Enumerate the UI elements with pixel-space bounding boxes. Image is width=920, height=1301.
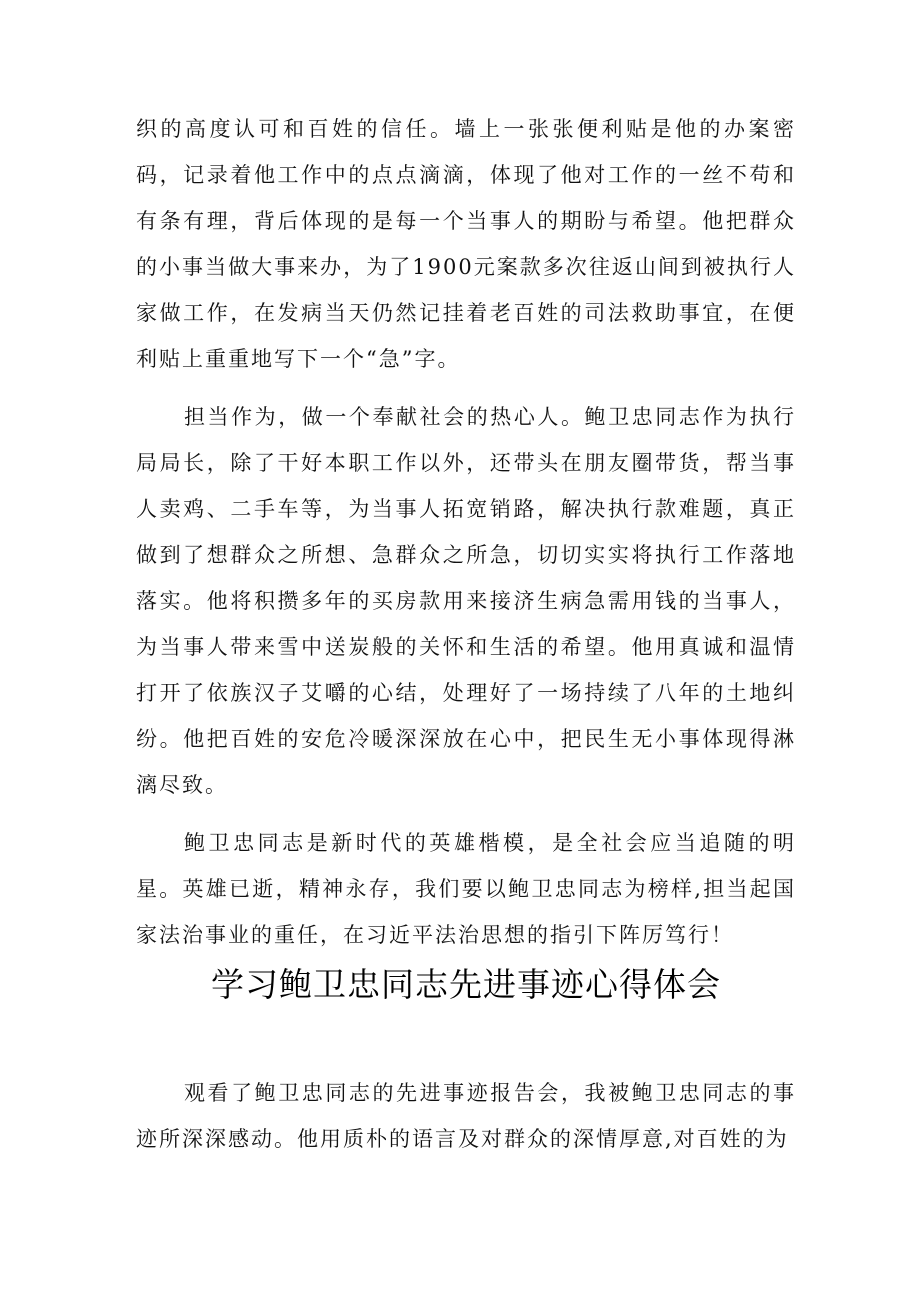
paragraph-dedication: 担当作为，做一个奉献社会的热心人。鲍卫忠同志作为执行局局长，除了干好本职工作以外，还带头在朋友圈带货，帮当事人卖鸡、二手车等，为当事人拓宽销路，解决执行款难题，真正做到了想群众之所想、急群众之所急，切切实实将执行工作落地落实。他将积攒多年的买房款用来接济生病急需用钱的当事人，为当事人带来雪中送炭般的关怀和生活的希望。他用真诚和温情打开了依族汉子艾嚼的心结，处理好了一场持续了八年的土地纠纷。他把百姓的安危冷暖深深放在心中，把民生无小事体现得淋漓尽致。 — [136, 405, 796, 797]
section-title: 学习鲍卫忠同志先进事迹心得体会 — [211, 965, 721, 1004]
paragraph-new-section: 观看了鲍卫忠同志的先进事迹报告会，我被鲍卫忠同志的事迹所深深感动。他用质朴的语言及对群众的深情厚意,对百姓的为 — [136, 1081, 796, 1151]
document-body — [136, 106, 796, 1162]
paragraph-continued: 织的高度认可和百姓的信任。墙上一张张便利贴是他的办案密码，记录着他工作中的点点滴滴，体现了他对工作的一丝不苟和有条有理，背后体现的是每一个当事人的期盼与希望。他把群众的小事当做大事来办，为了1900元案款多次往返山间到被执行人家做工作，在发病当天仍然记挂着老百姓的司法救助事宜，在便利贴上重重地写下一个“急”字。 — [136, 117, 796, 371]
paragraph-conclusion: 鲍卫忠同志是新时代的英雄楷模，是全社会应当追随的明星。英雄已逝，精神永存，我们要以鲍卫忠同志为榜样,担当起国家法治事业的重任，在习近平法治思想的指引下阵厉笃行！ — [136, 831, 796, 947]
